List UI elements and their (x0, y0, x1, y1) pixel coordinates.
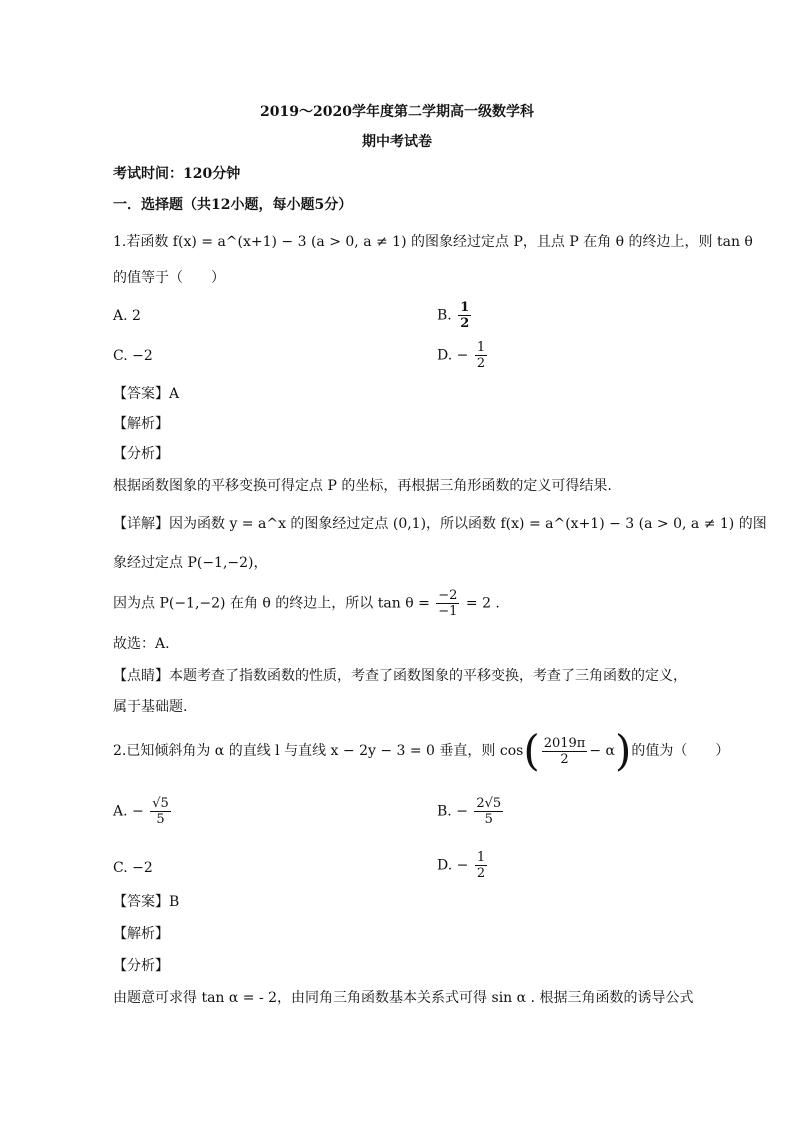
q1-detail-line3-pre: 因为点 P(−1,−2) 在角 θ 的终边上，所以 tan θ = (113, 595, 430, 612)
q1-analysis: 根据函数图象的平移变换可得定点 P 的坐标，再根据三角形函数的定义可得结果. (113, 478, 612, 494)
q2-option-a-fraction (150, 796, 171, 827)
q2-option-a (113, 796, 173, 827)
q2-option-a-den: 5 (156, 812, 165, 827)
q2-option-b-den: 5 (484, 812, 493, 827)
q1-answer: 【答案】A (113, 386, 180, 402)
q2-option-b-label: B. − (437, 803, 468, 820)
q1-option-a: A. 2 (113, 308, 141, 324)
q1-option-d-num: 1 (476, 340, 486, 355)
q1-option-b-fraction (458, 300, 471, 331)
q1-detail-line2: 象经过定点 P(−1,−2)， (113, 555, 268, 571)
q1-comment-line1: 【点睛】本题考查了指数函数的性质，考查了函数图象的平移变换，考查了三角函数的定义， (113, 668, 687, 684)
q2-option-b (437, 796, 505, 827)
q1-option-d-fraction (475, 340, 487, 371)
q2-option-b-fraction (474, 796, 503, 827)
q2-analysis: 由题意可求得 tan α = - 2，由同角三角函数基本关系式可得 sin α . 根据三角函数的诱导公式 (113, 990, 694, 1006)
q1-option-d (437, 340, 489, 371)
q2-stem (113, 726, 730, 775)
q2-stem-after-frac: − α (589, 743, 615, 759)
q2-stem-post: 的值为（ ） (631, 743, 730, 759)
q1-detail-line3-post: = 2 . (465, 595, 500, 612)
exam-title: 2019～2020学年度第二学期高一级数学科 (260, 104, 534, 120)
q1-detail-line3 (113, 588, 500, 619)
exam-subtitle: 期中考试卷 (362, 134, 432, 150)
q1-choose: 故选：A. (113, 636, 170, 652)
q1-option-c: C. −2 (113, 348, 153, 364)
q1-option-d-label: D. − (437, 347, 469, 364)
q2-left-paren: ( (523, 726, 540, 775)
exam-time: 考试时间：120分钟 (113, 166, 241, 182)
q2-option-d-label: D. − (437, 857, 469, 874)
q2-stem-pre: 2.已知倾斜角为 α 的直线 l 与直线 x − 2y − 3 = 0 垂直，则 cos (113, 743, 524, 759)
q2-option-c: C. −2 (113, 860, 153, 876)
q1-option-d-den: 2 (476, 356, 486, 371)
q2-option-a-num: √5 (152, 796, 169, 811)
section-heading: 一．选择题（共12小题，每小题5分） (113, 197, 353, 213)
q2-option-a-label: A. − (113, 803, 144, 820)
q2-stem-fraction (542, 736, 588, 767)
q1-detail-fraction (436, 588, 459, 619)
q2-stem-den: 2 (560, 751, 569, 767)
q2-right-paren: ) (614, 726, 632, 775)
q1-jiexi: 【解析】 (113, 416, 169, 432)
q2-option-b-num: 2√5 (476, 796, 502, 811)
q2-option-d (437, 850, 489, 881)
q1-fenxi: 【分析】 (113, 446, 169, 462)
q1-stem-line2: 的值等于（ ） (113, 270, 225, 286)
q2-option-d-den: 2 (476, 866, 486, 881)
q1-comment-line2: 属于基础题. (113, 699, 188, 715)
q1-option-b-den: 2 (460, 316, 470, 331)
q1-detail-line1: 【详解】因为函数 y = a^x 的图象经过定点 (0,1)，所以函数 f(x) = a^(x+1) − 3 (a > 0, a ≠ 1) 的图 (113, 516, 767, 532)
q1-detail-num: −2 (438, 588, 458, 603)
q1-detail-den: −1 (438, 604, 458, 619)
q2-jiexi: 【解析】 (113, 926, 169, 942)
watermark-logo (600, 760, 607, 785)
q1-stem-line1: 1.若函数 f(x) = a^(x+1) − 3 (a > 0, a ≠ 1) 的图象经过定点 P，且点 P 在角 θ 的终边上，则 tan θ (113, 234, 753, 250)
q2-option-d-fraction (475, 850, 487, 881)
q1-option-b-num: 1 (460, 300, 470, 315)
q2-fenxi: 【分析】 (113, 958, 169, 974)
q1-option-b (437, 300, 473, 331)
q2-answer: 【答案】B (113, 894, 180, 910)
q1-option-b-label: B. (437, 307, 452, 324)
q2-stem-num: 2019π (543, 735, 586, 751)
q2-option-d-num: 1 (476, 850, 486, 865)
